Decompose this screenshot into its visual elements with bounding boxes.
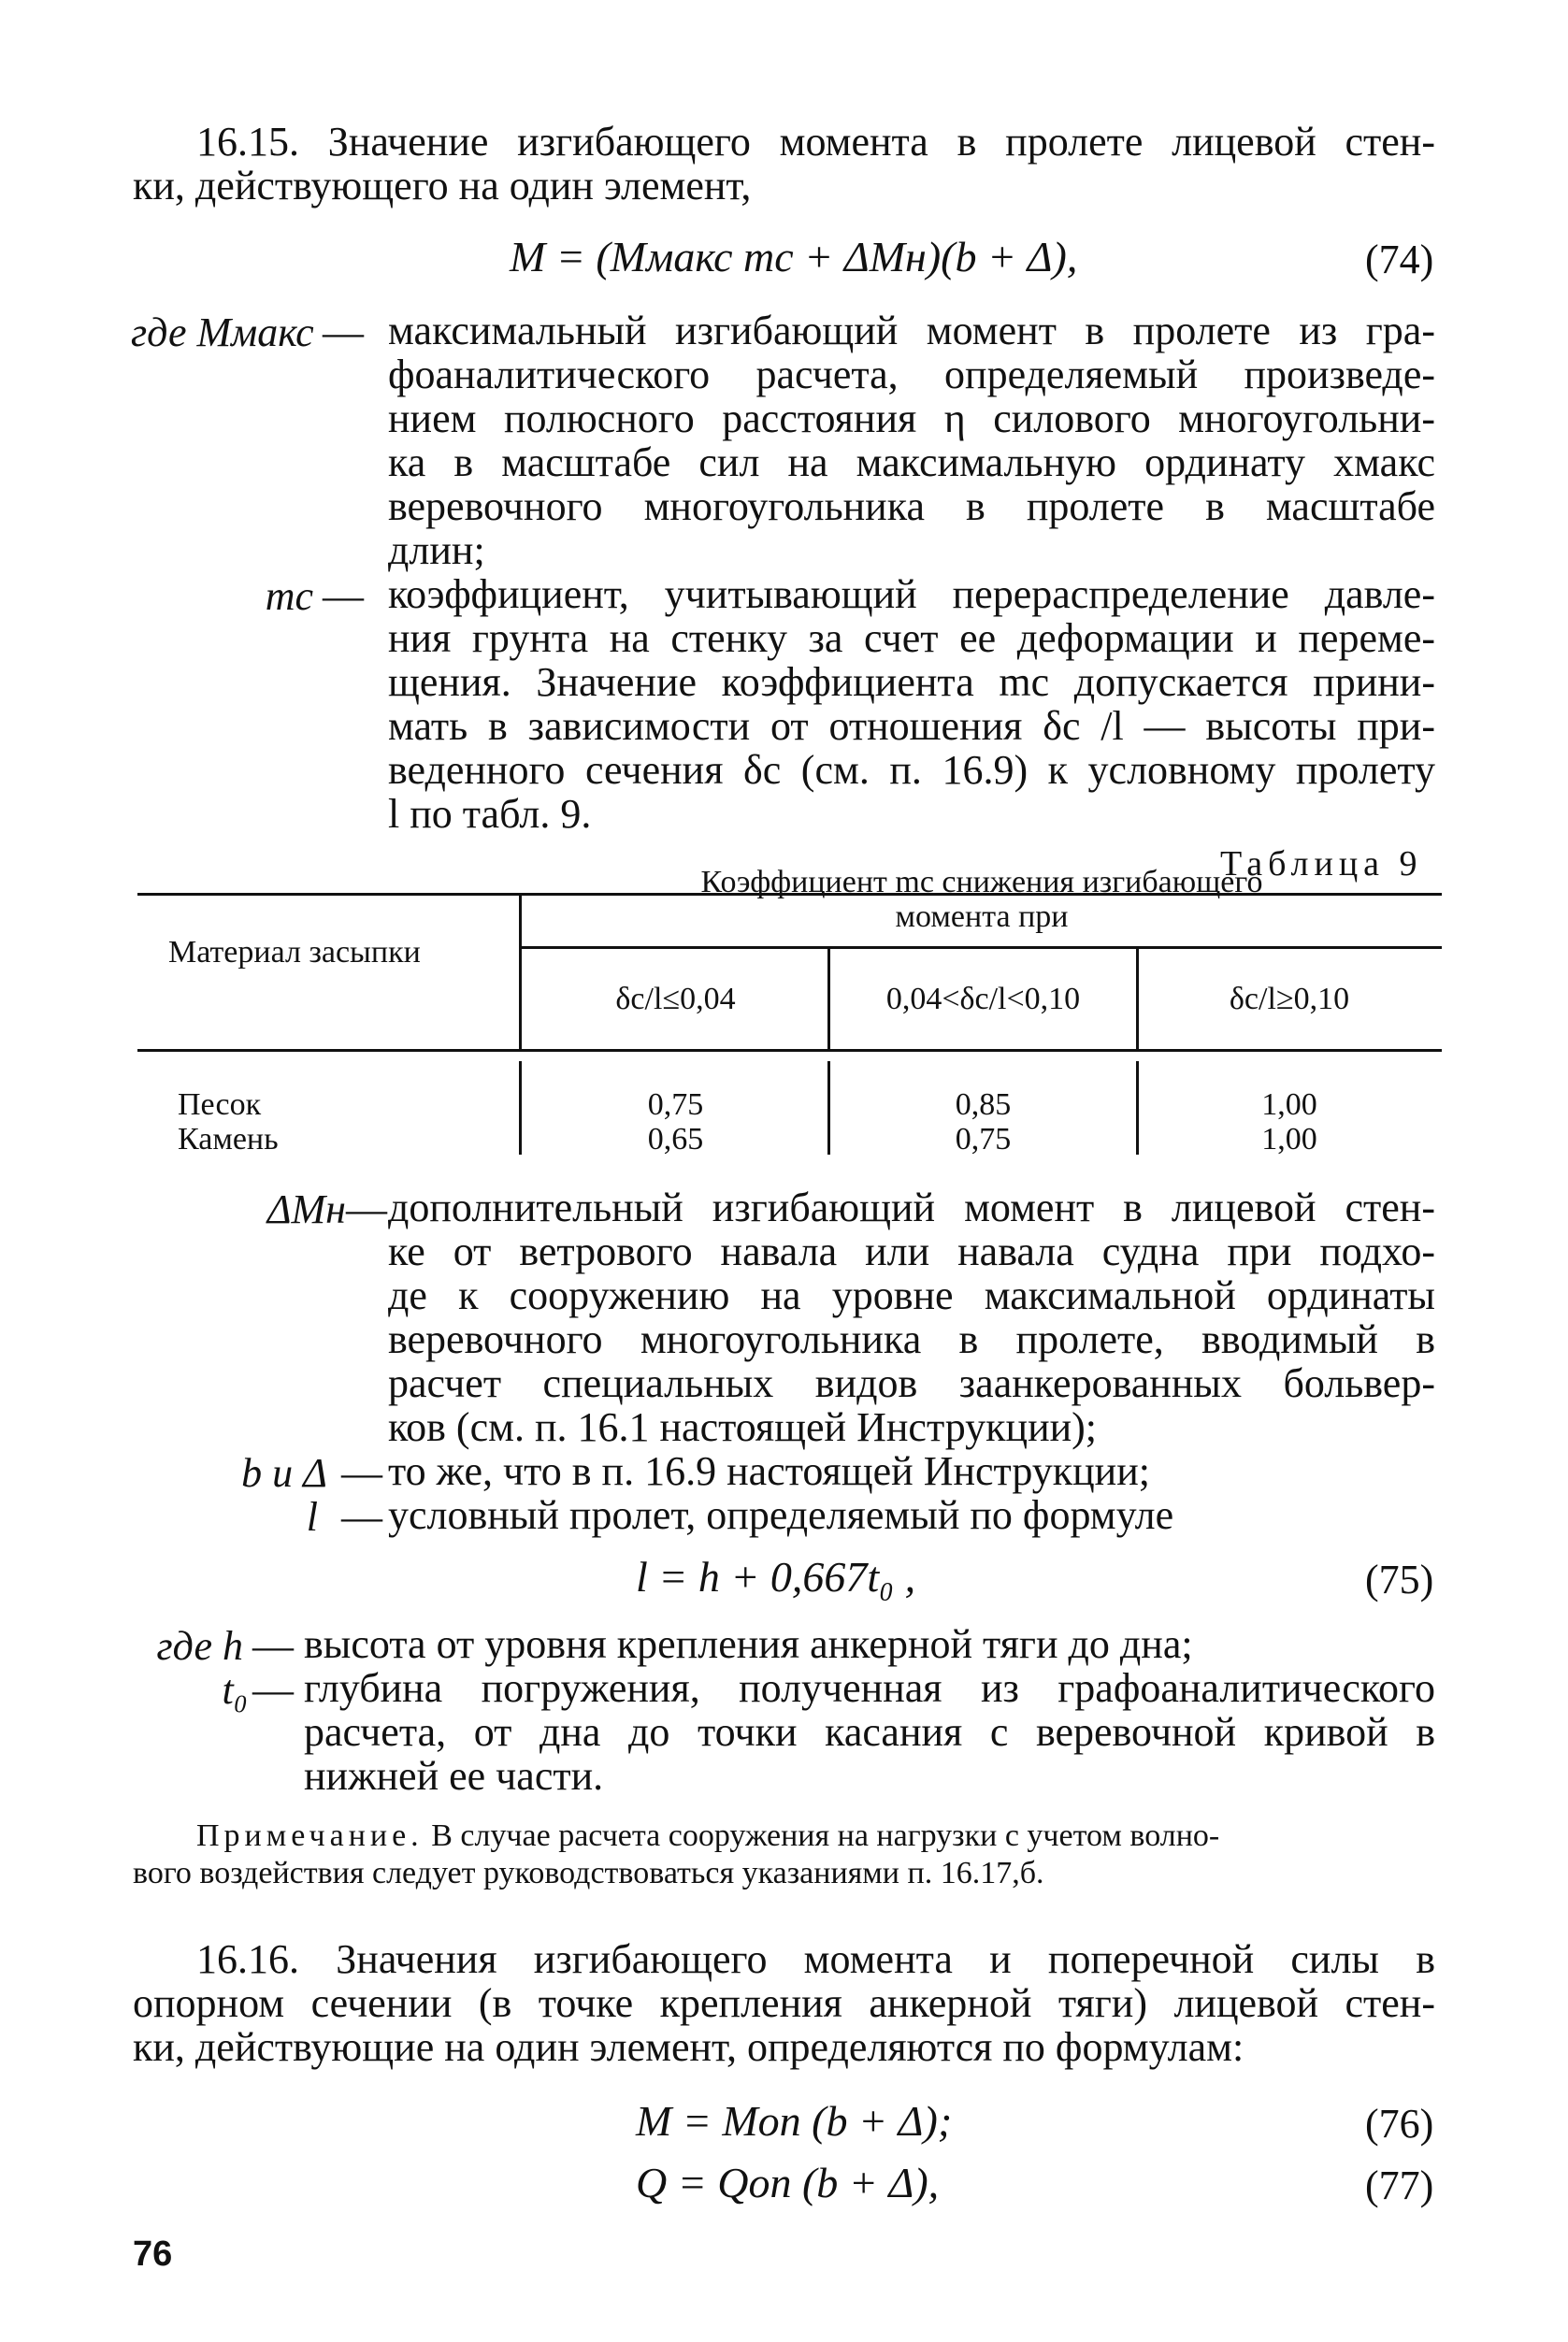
definition-line: коэффициент, учитывающий перераспределение давле- [388,571,1435,617]
definition-line: веревочного многоугольника в пролете, вводимый в [388,1316,1435,1362]
definition-line: расчета, от дна до точки касания с веревочной кривой в [304,1709,1435,1755]
table-cell: 0,75 [955,1122,1012,1157]
formula-number-77: (77) [1365,2162,1434,2208]
definition-line: нием полюсного расстояния η силового многоугольни- [388,395,1435,441]
definition-line: ке от ветрового навала или навала судна при подхо- [388,1228,1435,1274]
definition-line: максимальный изгибающий момент в пролете из гра- [388,308,1435,353]
formula-number-74: (74) [1365,237,1434,282]
table-group-rule [522,946,1442,949]
definition-dash: — [346,1186,387,1232]
definition-line: то же, что в п. 16.9 настоящей Инструкции; [388,1448,1150,1494]
definition-line: глубина погружения, полученная из графоаналитического [304,1665,1435,1711]
table-cell: 0,85 [955,1087,1012,1122]
formula-75: l = h + 0,667t₀ , [636,1553,916,1601]
formula-74: M = (Mмакс mс + ΔMн)(b + Δ), [510,233,1078,280]
definition-dash: — [341,1494,382,1540]
table-row-material: Камень [178,1122,279,1157]
definition-line: дополнительный изгибающий момент в лицевой стен- [388,1185,1435,1230]
note-line [196,1818,1435,1854]
definition-line: длин; [388,527,485,573]
table-cell: 0,65 [647,1122,704,1157]
definition-line: веденного сечения δс (см. п. 16.9) к условному пролету [388,747,1435,793]
definition-line: мать в зависимости от отношения δс /l — высоты при- [388,703,1435,749]
table-header-material: Материал засыпки [168,935,421,970]
table-cell: 0,75 [647,1087,704,1122]
definition-symbol: ΔMн [266,1186,346,1232]
definition-line: щения. Значение коэффициента mс допускается прини- [388,659,1435,705]
note-line: вого воздействия следует руководствоваться указаниями п. 16.17,б. [133,1856,1044,1890]
definition-dash: — [323,309,364,355]
definition-line: де к сооружению на уровне максимальной ординаты [388,1272,1435,1318]
table-cell: 1,00 [1261,1122,1317,1157]
table-header-group: момента при [895,899,1069,934]
definition-dash: — [341,1450,382,1496]
formula-number-76: (76) [1365,2101,1434,2147]
page-number: 76 [133,2234,173,2274]
note-label: Примечание. [196,1818,424,1853]
formula-number-75: (75) [1365,1557,1434,1602]
table-header-group: Коэффициент mс снижения изгибающего [700,865,1263,899]
formula-77: Q = Qоп (b + Δ), [636,2159,940,2206]
definition-symbol: где Mмакс [131,309,314,355]
definition-symbol: b и Δ [241,1450,327,1496]
table-header-rule [137,1049,1442,1052]
definition-line: ков (см. п. 16.1 настоящей Инструкции); [388,1404,1098,1450]
definition-line: условный пролет, определяемый по формуле [388,1492,1174,1538]
formula-76: M = Mоп (b + Δ); [636,2097,953,2145]
table-col-header: 0,04<δс/l<0,10 [885,982,1081,1016]
definition-dash: — [252,1667,294,1713]
definition-line: высота от уровня крепления анкерной тяги до дна; [304,1621,1193,1667]
table-caption: Таблица 9 [1220,844,1423,884]
paragraph-line: опорном сечении (в точке крепления анкерной тяги) лицевой стен- [133,1980,1435,2026]
definition-symbol: где h [156,1623,243,1669]
definition-dash: — [323,573,364,619]
paragraph-line: ки, действующего на один элемент, [133,163,752,208]
table-col-header: δс/l≤0,04 [615,982,736,1016]
definition-line: ния грунта на стенку за счет ее деформации и переме- [388,615,1435,661]
definition-line: ка в масштабе сил на максимальную ординату xмакс [388,439,1435,485]
paragraph-line: 16.16. Значения изгибающего момента и поперечной силы в [196,1936,1435,1982]
definition-line: нижней ее части. [304,1753,604,1799]
note-text: В случае расчета сооружения на нагрузки с учетом волно- [431,1818,1220,1853]
definition-symbol: mс [265,573,313,619]
table-row-material: Песок [178,1087,262,1122]
definition-line: фоаналитического расчета, определяемый произведе- [388,352,1435,397]
table-column-divider [519,893,522,1050]
definition-symbol: l [306,1494,318,1540]
paragraph-line: 16.15. Значение изгибающего момента в пролете лицевой стен- [196,119,1435,165]
table-col-header: δс/l≥0,10 [1229,982,1350,1016]
definition-symbol: t₀ [222,1667,248,1713]
table-column-divider [519,1061,522,1155]
paragraph-line: ки, действующие на один элемент, определяются по формулам: [133,2024,1244,2070]
definition-line: расчет специальных видов заанкерованных больвер- [388,1360,1435,1406]
definition-dash: — [252,1623,294,1669]
definition-line: l по табл. 9. [388,791,592,837]
table-cell: 1,00 [1261,1087,1317,1122]
definition-line: веревочного многоугольника в пролете в масштабе [388,483,1435,529]
